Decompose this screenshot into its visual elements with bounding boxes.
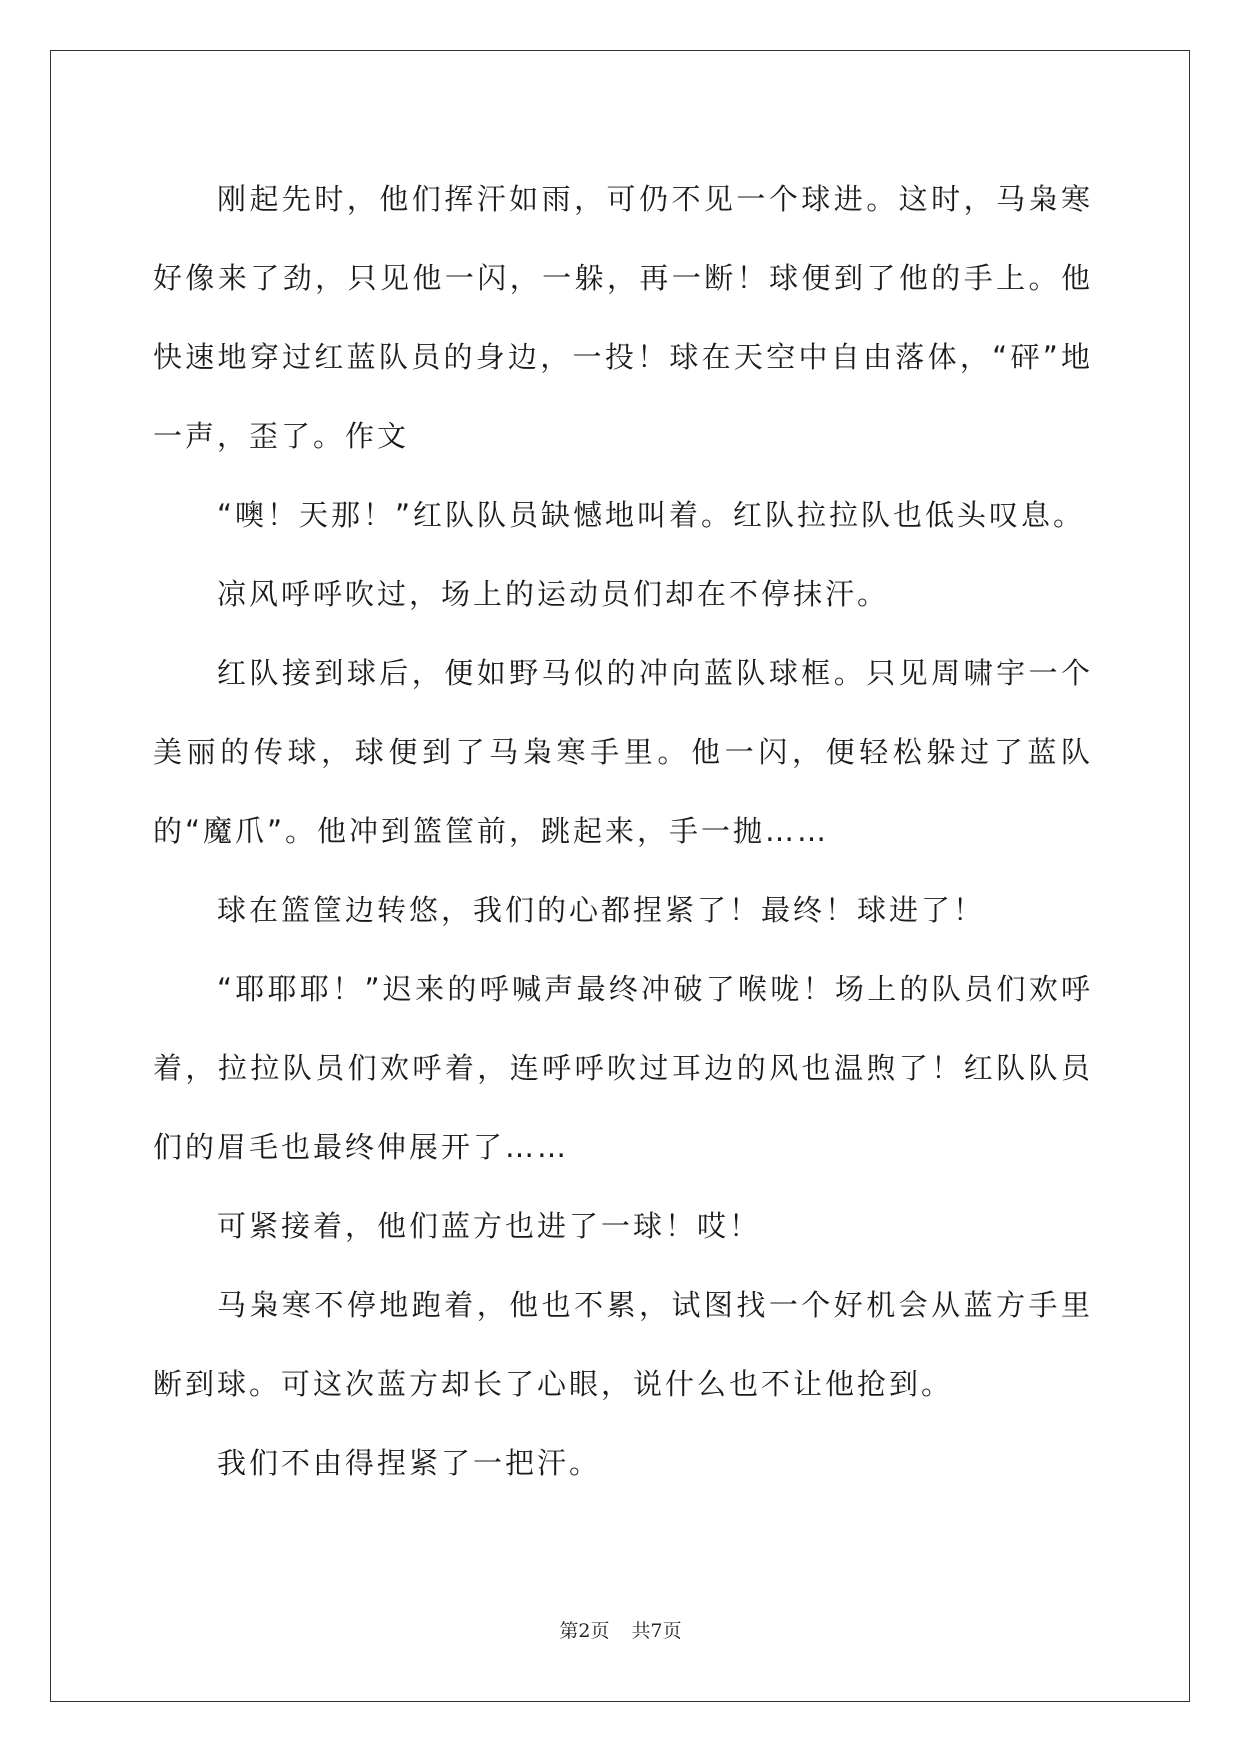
paragraph: “耶耶耶！”迟来的呼喊声最终冲破了喉咙！场上的队员们欢呼着，拉拉队员们欢呼着，连呼呼吹过耳边的风也温煦了！红队队员们的眉毛也最终伸展开了…… [153,972,1093,1164]
paragraph: 可紧接着，他们蓝方也进了一球！哎！ [217,1209,762,1243]
paragraph: 红队接到球后，便如野马似的冲向蓝队球框。只见周啸宇一个美丽的传球，球便到了马枭寒手里。他一闪，便轻松躲过了蓝队的“魔爪”。他冲到篮筐前，跳起来，手一抛…… [153,656,1093,848]
article-body [153,160,1093,1503]
page-footer [0,1616,1241,1643]
total-pages-label: 共7页 [631,1620,682,1642]
current-page-label: 第2页 [559,1620,610,1642]
paragraph: 马枭寒不停地跑着，他也不累，试图找一个好机会从蓝方手里断到球。可这次蓝方却长了心眼，说什么也不让他抢到。 [153,1288,1093,1401]
paragraph: 刚起先时，他们挥汗如雨，可仍不见一个球进。这时，马枭寒好像来了劲，只见他一闪，一躲，再一断！球便到了他的手上。他快速地穿过红蓝队员的身边，一投！球在天空中自由落体，“砰”地一声，歪了。作文 [153,182,1093,453]
paragraph: 我们不由得捏紧了一把汗。 [217,1446,602,1480]
paragraph: 凉风呼呼吹过，场上的运动员们却在不停抹汗。 [217,577,890,611]
paragraph: 球在篮筐边转悠，我们的心都捏紧了！最终！球进了！ [217,893,986,927]
paragraph: “噢！天那！”红队队员缺憾地叫着。红队拉拉队也低头叹息。 [217,498,1086,532]
